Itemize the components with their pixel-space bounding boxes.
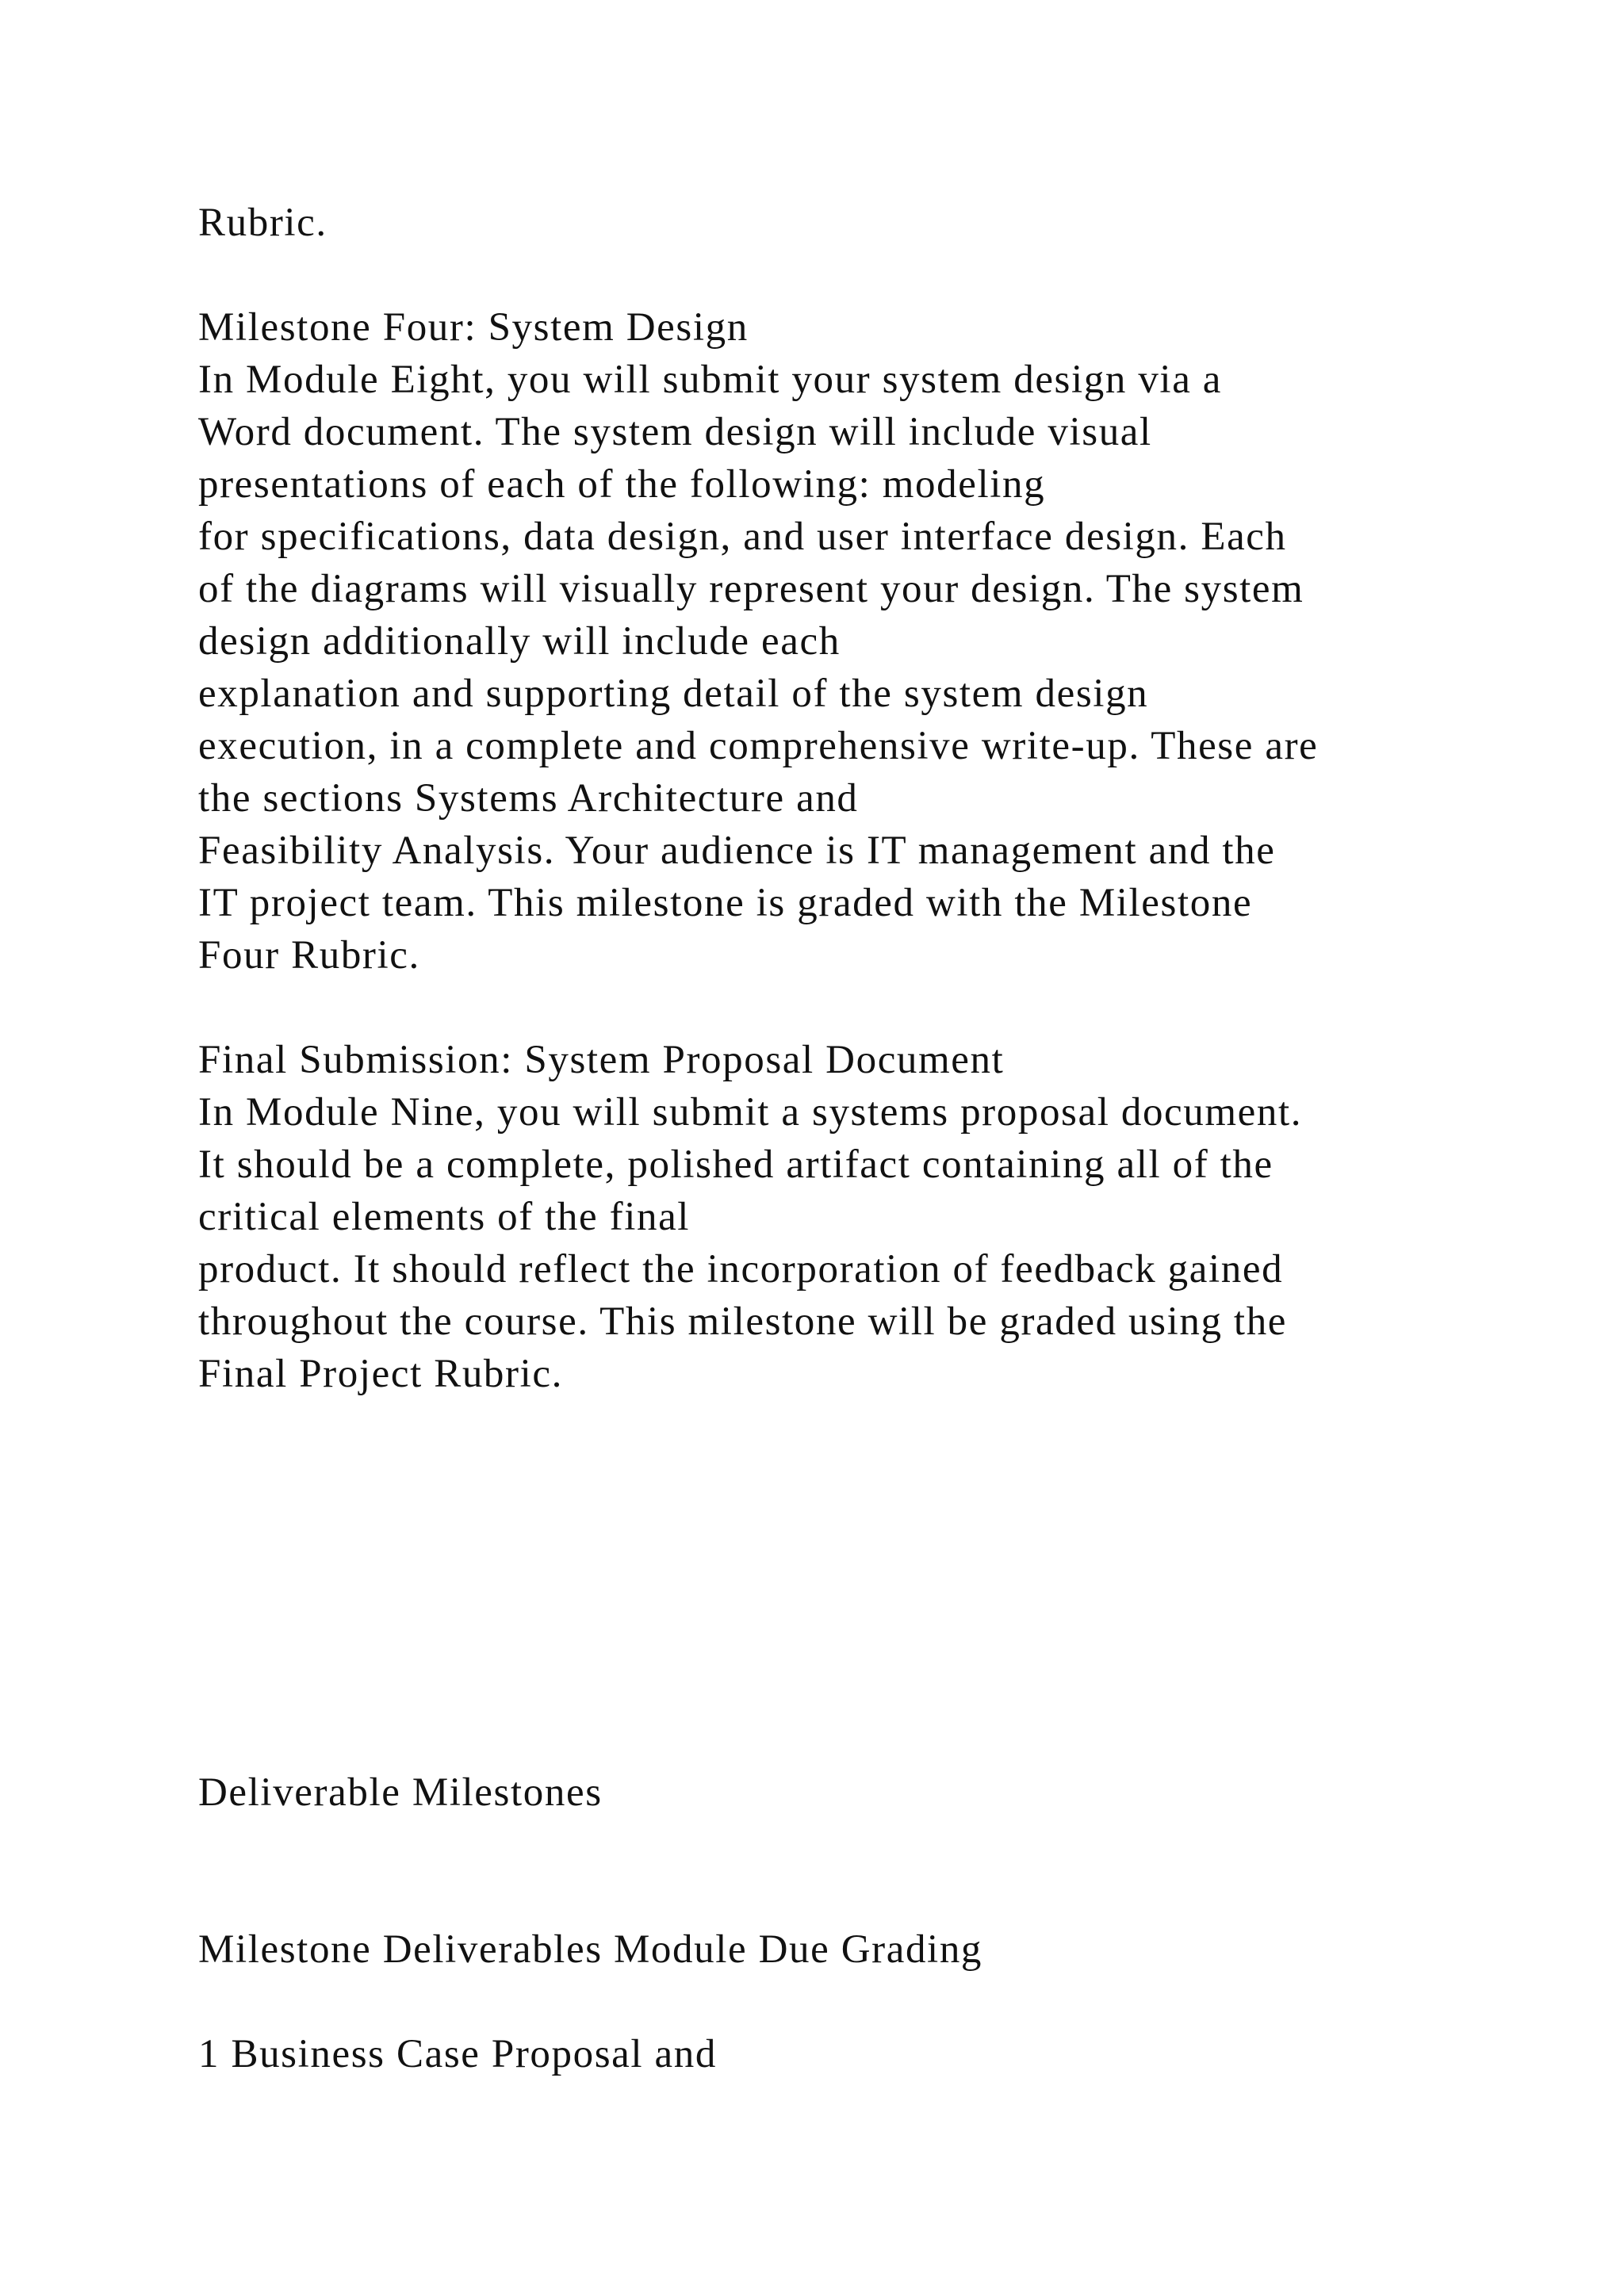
paragraph-line: It should be a complete, polished artifact containing all of the [198,1142,1274,1187]
paragraph-line: design additionally will include each [198,619,841,664]
paragraph-line: Four Rubric. [198,933,420,978]
paragraph-line: Word document. The system design will include visual [198,410,1152,454]
table-header-row: Milestone Deliverables Module Due Grading [198,1927,983,1972]
paragraph-line: of the diagrams will visually represent your design. The system [198,567,1304,611]
paragraph-line: the sections Systems Architecture and [198,776,859,821]
paragraph-line: throughout the course. This milestone will be graded using the [198,1299,1288,1344]
paragraph-line: Final Project Rubric. [198,1352,563,1396]
paragraph-line: product. It should reflect the incorporation of feedback gained [198,1247,1284,1292]
paragraph-line: for specifications, data design, and user interface design. Each [198,515,1287,559]
paragraph-line: In Module Nine, you will submit a systems proposal document. [198,1090,1303,1135]
heading-final-submission: Final Submission: System Proposal Document [198,1038,1005,1082]
paragraph-line: In Module Eight, you will submit your system design via a [198,358,1223,402]
paragraph-line: presentations of each of the following: modeling [198,462,1046,507]
heading-deliverable-milestones: Deliverable Milestones [198,1770,603,1815]
table-row: 1 Business Case Proposal and [198,2032,717,2076]
text-line-rubric: Rubric. [198,201,327,245]
paragraph-line: execution, in a complete and comprehensive write-up. These are [198,724,1319,768]
paragraph-line: Feasibility Analysis. Your audience is IT management and the [198,828,1276,873]
paragraph-line: explanation and supporting detail of the system design [198,672,1149,716]
heading-milestone-four: Milestone Four: System Design [198,305,749,350]
paragraph-line: critical elements of the final [198,1195,691,1239]
paragraph-line: IT project team. This milestone is graded with the Milestone [198,881,1253,925]
